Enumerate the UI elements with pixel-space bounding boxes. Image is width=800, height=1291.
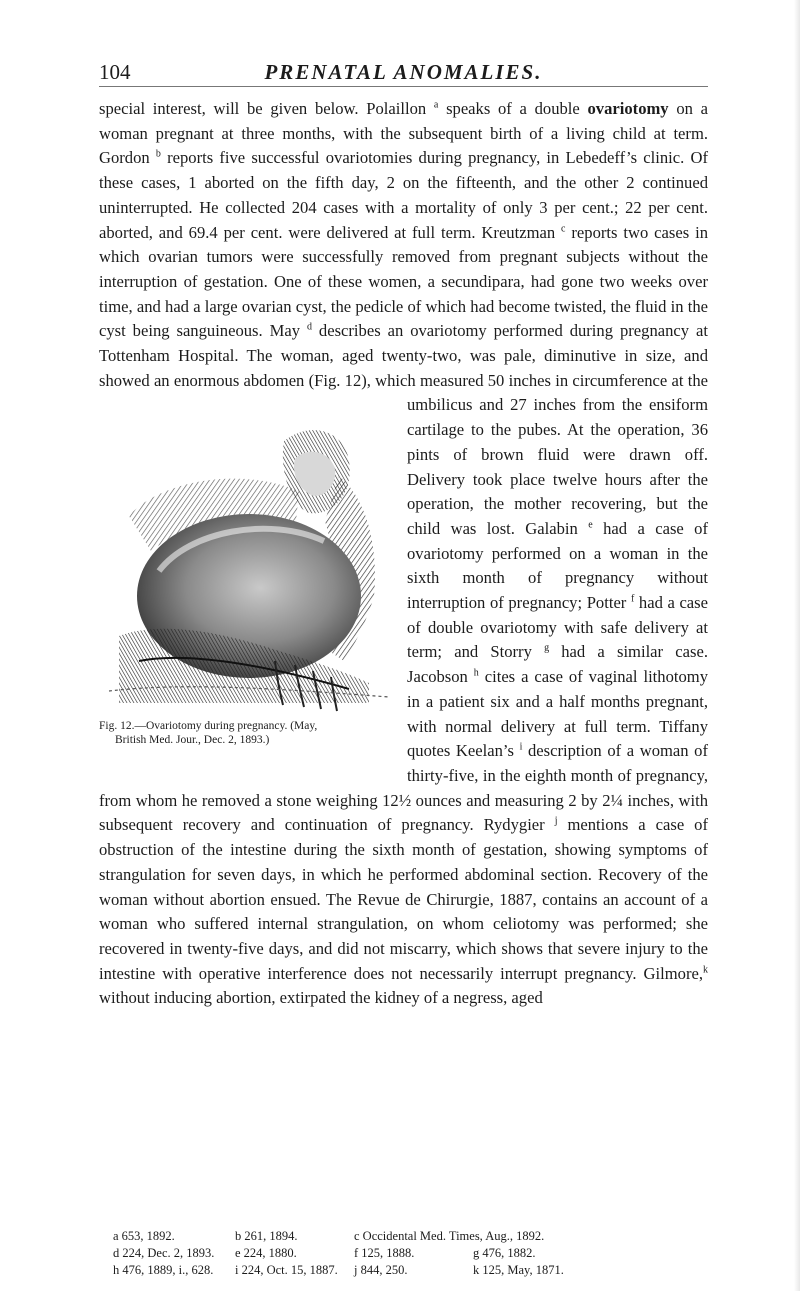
footnote: a 653, 1892. bbox=[113, 1229, 175, 1243]
footnote-ref: d bbox=[306, 321, 312, 333]
footnote: c Occidental Med. Times, Aug., 1892. bbox=[354, 1229, 545, 1243]
text-segment: mentions a case of obstruction of the intestine during the sixth month of gestation, showing symptoms of strangulation for seven days, in which he performed abdominal section. Recovery of the woman without abortion ensued. The Revue de Chirurgie, 1887, contains an account of a woman who suffered internal strangulation, on whom celiotomy was performed; she recovered in twenty-five days, and did not miscarry, which shows that severe injury to the intestine with operative interference does not necessarily interrupt pregnancy. Gilmore, bbox=[99, 815, 708, 983]
text-segment: reports two cases in which ovarian tumors were successfully removed from pregnant subjects without the interruption of gestation. One of these women, a secundipara, had gone two weeks over time, and had a large ovarian cyst, the pedicle of which had become twisted, the fluid in the cyst being sanguineous. May bbox=[99, 222, 708, 341]
paragraph bbox=[99, 97, 708, 1011]
footnote: d 224, Dec. 2, 1893. bbox=[113, 1246, 215, 1260]
text-segment: speaks of a double bbox=[438, 99, 588, 118]
footnote-ref: h bbox=[473, 667, 479, 679]
ovariotomy-illustration bbox=[99, 421, 399, 721]
text-segment: had a case of ovariotomy performed on a woman in the sixth month of pregnancy without interruption of pregnancy; Potter bbox=[407, 518, 709, 613]
footnote: j 844, 250. bbox=[354, 1263, 408, 1277]
text-segment: describes an ovariotomy performed during pregnancy at Tottenham Hospital. The woman, aged twenty-two, was pale, diminutive in size, and showed an enormous abdomen (Fig. 12), which measured 50 inches in circumference at bbox=[99, 321, 708, 390]
footnote-row bbox=[113, 1262, 713, 1279]
footnote-ref: f bbox=[630, 593, 635, 605]
footnote: h 476, 1889, i., 628. bbox=[113, 1263, 214, 1277]
footnote-ref: b bbox=[155, 148, 161, 160]
footnote-ref: a bbox=[433, 99, 439, 111]
text-segment: on a woman pregnant at three months, with the subsequent birth of a living child at term. Gordon bbox=[99, 99, 708, 168]
running-title: PRENATAL ANOMALIES. bbox=[264, 59, 543, 84]
footnote-ref: k bbox=[703, 964, 708, 976]
footnote-row bbox=[113, 1228, 713, 1245]
text-segment: the umbilicus and 27 inches from the ensiform cartilage to the pubes. At the operation, 36 pints of brown fluid were drawn off. Delivery took place twelve hours after the operation, the mother recovering, but the child was lost. Galabin bbox=[407, 370, 708, 538]
text-segment: description of a woman of thirty-five, in the eighth month of pregnancy, from whom he removed a stone weighing 12½ ounces and measuring 2 by 2¼ inches, with subsequent recovery and continuation of pregnancy. Rydygier bbox=[99, 741, 708, 835]
footnote-ref: i bbox=[519, 741, 523, 753]
text-segment: had a similar case. Jacobson bbox=[407, 642, 708, 687]
text-segment: special interest, will be given below. Polaillon bbox=[99, 99, 434, 118]
caption-line: Fig. 12.—Ovariotomy during pregnancy. (May, bbox=[99, 720, 318, 733]
page-number: 104 bbox=[99, 60, 131, 84]
footnote: b 261, 1894. bbox=[235, 1229, 298, 1243]
footnote-row bbox=[113, 1245, 713, 1262]
footnote: f 125, 1888. bbox=[354, 1246, 415, 1260]
text-segment: had a case of double ovariotomy with safe delivery at term; and Storry bbox=[407, 593, 708, 662]
caption-line: British Med. Jour., Dec. 2, 1893.) bbox=[115, 734, 270, 747]
footnote: k 125, May, 1871. bbox=[473, 1263, 564, 1277]
body-text bbox=[99, 97, 708, 1011]
figure-12 bbox=[99, 393, 399, 771]
page-edge bbox=[794, 0, 800, 1291]
footnote-ref: g bbox=[544, 642, 550, 654]
footnote: e 224, 1880. bbox=[235, 1246, 297, 1260]
text-segment: cites a case of vaginal lithotomy in a patient six and a half months pregnant, with normal delivery at full term. Tiffany quotes Keelan’s bbox=[407, 667, 708, 761]
header-rule bbox=[99, 86, 708, 87]
text-segment: without inducing abortion, extirpated the kidney of a negress, aged bbox=[99, 988, 543, 1008]
footnote-ref: c bbox=[561, 222, 566, 234]
footnote: g 476, 1882. bbox=[473, 1246, 536, 1260]
bold-term: ovariotomy bbox=[587, 99, 669, 118]
page-header bbox=[99, 60, 708, 84]
footnote-ref: e bbox=[588, 519, 593, 531]
figure-caption bbox=[99, 719, 399, 747]
footnote-ref: j bbox=[554, 815, 558, 827]
text-segment: reports five successful ovariotomies during pregnancy, in Lebedeff’s clinic. Of these cases, 1 aborted on the fifth day, 2 on the fifteenth, and the other 2 continued uninterrupted. He collected 204 cases with a mortality of only 3 per cent.; 22 per cent. aborted, and 69.4 per cent. were delivered at full term. Kreutzman bbox=[99, 148, 708, 242]
footnote: i 224, Oct. 15, 1887. bbox=[235, 1263, 338, 1277]
footnotes bbox=[113, 1228, 713, 1279]
